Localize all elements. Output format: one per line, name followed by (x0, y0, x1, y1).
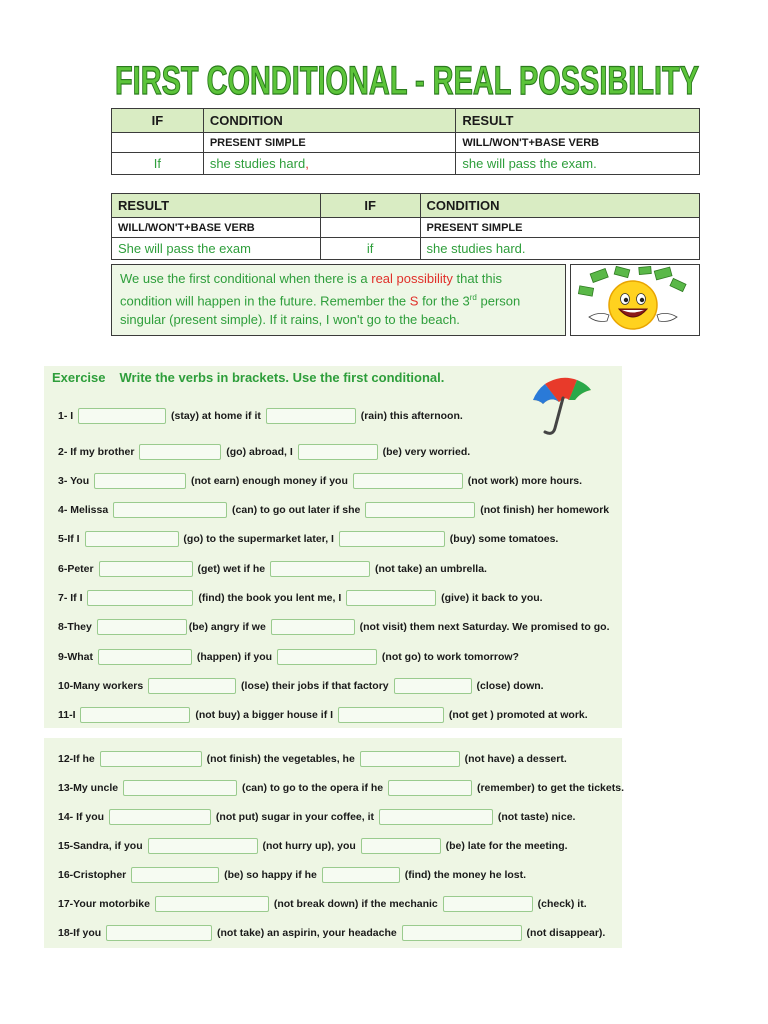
exercise-item (58, 925, 605, 941)
exercise-text: (not break down) if the mechanic (270, 897, 441, 910)
exercise-text: (not hurry up), you (259, 839, 359, 852)
structure-table-if-first (111, 108, 700, 175)
exercise-text: 6-Peter (58, 562, 97, 575)
header-condition: CONDITION (420, 194, 699, 218)
answer-blank[interactable] (131, 867, 219, 883)
header-if: IF (112, 109, 204, 133)
answer-blank[interactable] (277, 649, 377, 665)
exercise-item (58, 896, 587, 912)
superscript-rd: rd (469, 293, 477, 302)
exercise-instruction: Write the verbs in brackets. Use the first conditional. (119, 370, 445, 385)
example-condition-text: she studies hard (209, 156, 306, 171)
smiley-money-icon (570, 264, 700, 336)
exercise-text: 10-Many workers (58, 679, 147, 692)
exercise-text: (stay) at home if it (168, 409, 264, 422)
exercise-text: (not get ) promoted at work. (445, 708, 588, 721)
answer-blank[interactable] (298, 444, 378, 460)
title-text: FIRST CONDITIONAL - REAL POSSIBILITY (115, 59, 700, 103)
answer-blank[interactable] (98, 649, 192, 665)
explanation-text: that this condition will happen in the future. Remember the (120, 271, 503, 309)
answer-blank[interactable] (97, 619, 187, 635)
answer-blank[interactable] (402, 925, 522, 941)
exercise-text: (be) angry if we (188, 620, 269, 633)
answer-blank[interactable] (94, 473, 186, 489)
exercise-text: 1- I (58, 409, 77, 422)
exercise-text: 14- If you (58, 810, 108, 823)
sub-will-wont: WILL/WON'T+BASE VERB (112, 218, 321, 238)
answer-blank[interactable] (85, 531, 179, 547)
answer-blank[interactable] (148, 838, 258, 854)
highlight-real-possibility: real possibility (371, 271, 453, 286)
answer-blank[interactable] (379, 809, 493, 825)
exercise-item (58, 619, 610, 635)
exercise-text: (not put) sugar in your coffee, it (213, 810, 377, 823)
exercise-text: (go) to the supermarket later, I (180, 532, 337, 545)
answer-blank[interactable] (123, 780, 237, 796)
exercise-text: (not take) an umbrella. (372, 562, 487, 575)
exercise-text: (find) the book you lent me, I (195, 591, 345, 604)
explanation-text: for the 3 (418, 293, 470, 309)
example-if: If (112, 153, 204, 175)
answer-blank[interactable] (155, 896, 269, 912)
exercise-text: 11-I (58, 708, 79, 721)
exercise-text: 2- If my brother (58, 445, 138, 458)
exercise-text: (not work) more hours. (464, 474, 583, 487)
exercise-item (58, 473, 582, 489)
exercise-text: (lose) their jobs if that factory (238, 679, 392, 692)
exercise-text: (can) to go to the opera if he (239, 781, 387, 794)
answer-blank[interactable] (100, 751, 202, 767)
sub-will-wont: WILL/WON'T+BASE VERB (456, 133, 700, 153)
exercise-item (58, 502, 609, 518)
answer-blank[interactable] (80, 707, 190, 723)
exercise-text: (not finish) her homework (477, 503, 610, 516)
exercise-item (58, 707, 588, 723)
example-result: She will pass the exam (112, 238, 321, 260)
exercise-item (58, 838, 568, 854)
exercise-text: 9-What (58, 650, 96, 663)
exercise-label: Exercise (52, 370, 106, 385)
answer-blank[interactable] (346, 590, 436, 606)
exercise-text: 8-They (58, 620, 95, 633)
exercise-item (58, 751, 567, 767)
header-result: RESULT (112, 194, 321, 218)
exercise-text: (remember) to get the tickets. (474, 781, 624, 794)
exercise-text: (not earn) enough money if you (188, 474, 351, 487)
answer-blank[interactable] (388, 780, 472, 796)
exercise-item (58, 678, 544, 694)
answer-blank[interactable] (360, 751, 460, 767)
exercise-item (58, 408, 463, 424)
header-condition: CONDITION (203, 109, 456, 133)
exercise-item (58, 867, 526, 883)
page-title (112, 50, 702, 110)
exercise-text: (be) so happy if he (221, 868, 320, 881)
answer-blank[interactable] (338, 707, 444, 723)
sub-present-simple: PRESENT SIMPLE (203, 133, 456, 153)
example-condition: she studies hard. (420, 238, 699, 260)
exercise-item (58, 444, 470, 460)
sub-empty (320, 218, 420, 238)
structure-table-result-first (111, 193, 700, 260)
exercise-text: (not disappear). (523, 926, 606, 939)
answer-blank[interactable] (87, 590, 193, 606)
example-condition (203, 153, 456, 175)
answer-blank[interactable] (339, 531, 445, 547)
exercise-text: (not visit) them next Saturday. We promised to go. (356, 620, 610, 633)
exercise-text: 16-Cristopher (58, 868, 130, 881)
exercise-text: (get) wet if he (194, 562, 269, 575)
exercise-item (58, 590, 543, 606)
exercise-text: 5-If I (58, 532, 83, 545)
exercise-text: 12-If he (58, 752, 98, 765)
exercise-text: (happen) if you (193, 650, 275, 663)
exercise-item (58, 780, 624, 796)
exercise-text: (be) late for the meeting. (442, 839, 568, 852)
answer-blank[interactable] (78, 408, 166, 424)
answer-blank[interactable] (443, 896, 533, 912)
answer-blank[interactable] (394, 678, 472, 694)
highlight-s: S (409, 293, 419, 309)
answer-blank[interactable] (361, 838, 441, 854)
exercise-item (58, 531, 558, 547)
exercise-text: (not finish) the vegetables, he (203, 752, 358, 765)
answer-blank[interactable] (106, 925, 212, 941)
exercise-text: (not buy) a bigger house if I (192, 708, 336, 721)
exercise-text: 18-If you (58, 926, 105, 939)
exercise-text: (not take) an aspirin, your headache (214, 926, 400, 939)
exercise-text: (go) abroad, I (223, 445, 296, 458)
exercise-text: (buy) some tomatoes. (446, 532, 559, 545)
exercise-text: (be) very worried. (379, 445, 471, 458)
exercise-text: 15-Sandra, if you (58, 839, 146, 852)
exercise-item (58, 809, 575, 825)
exercise-heading (52, 370, 458, 385)
answer-blank[interactable] (266, 408, 356, 424)
exercise-text: (rain) this afternoon. (357, 409, 463, 422)
exercise-text: (check) it. (534, 897, 587, 910)
explanation-text: We use the first conditional when there is a (120, 271, 372, 286)
exercise-item (58, 649, 519, 665)
explanation-text: person singular (present simple). If it rains, I won't go to the beach. (120, 293, 521, 328)
answer-blank[interactable] (139, 444, 221, 460)
exercise-text: (can) to go out later if she (229, 503, 364, 516)
sub-empty (112, 133, 204, 153)
answer-blank[interactable] (148, 678, 236, 694)
exercise-text: 17-Your motorbike (58, 897, 153, 910)
exercise-text: (not have) a dessert. (461, 752, 567, 765)
answer-blank[interactable] (99, 561, 193, 577)
answer-blank[interactable] (353, 473, 463, 489)
header-if: IF (320, 194, 420, 218)
exercise-text: (find) the money he lost. (401, 868, 527, 881)
answer-blank[interactable] (113, 502, 227, 518)
answer-blank[interactable] (322, 867, 400, 883)
example-comma: , (305, 156, 309, 171)
exercise-text: 13-My uncle (58, 781, 122, 794)
answer-blank[interactable] (270, 561, 370, 577)
header-result: RESULT (456, 109, 700, 133)
sub-present-simple: PRESENT SIMPLE (420, 218, 699, 238)
exercise-text: (give) it back to you. (438, 591, 543, 604)
explanation-box (111, 264, 566, 336)
exercise-text: (close) down. (473, 679, 544, 692)
exercise-text: 7- If I (58, 591, 86, 604)
umbrella-icon (525, 370, 597, 440)
exercise-item (58, 561, 487, 577)
exercise-text: (not taste) nice. (494, 810, 576, 823)
exercise-text: (not go) to work tomorrow? (379, 650, 519, 663)
exercise-text: 3- You (58, 474, 93, 487)
exercise-text: 4- Melissa (58, 503, 112, 516)
example-if: if (320, 238, 420, 260)
answer-blank[interactable] (271, 619, 355, 635)
answer-blank[interactable] (109, 809, 211, 825)
example-result: she will pass the exam. (456, 153, 700, 175)
answer-blank[interactable] (365, 502, 475, 518)
